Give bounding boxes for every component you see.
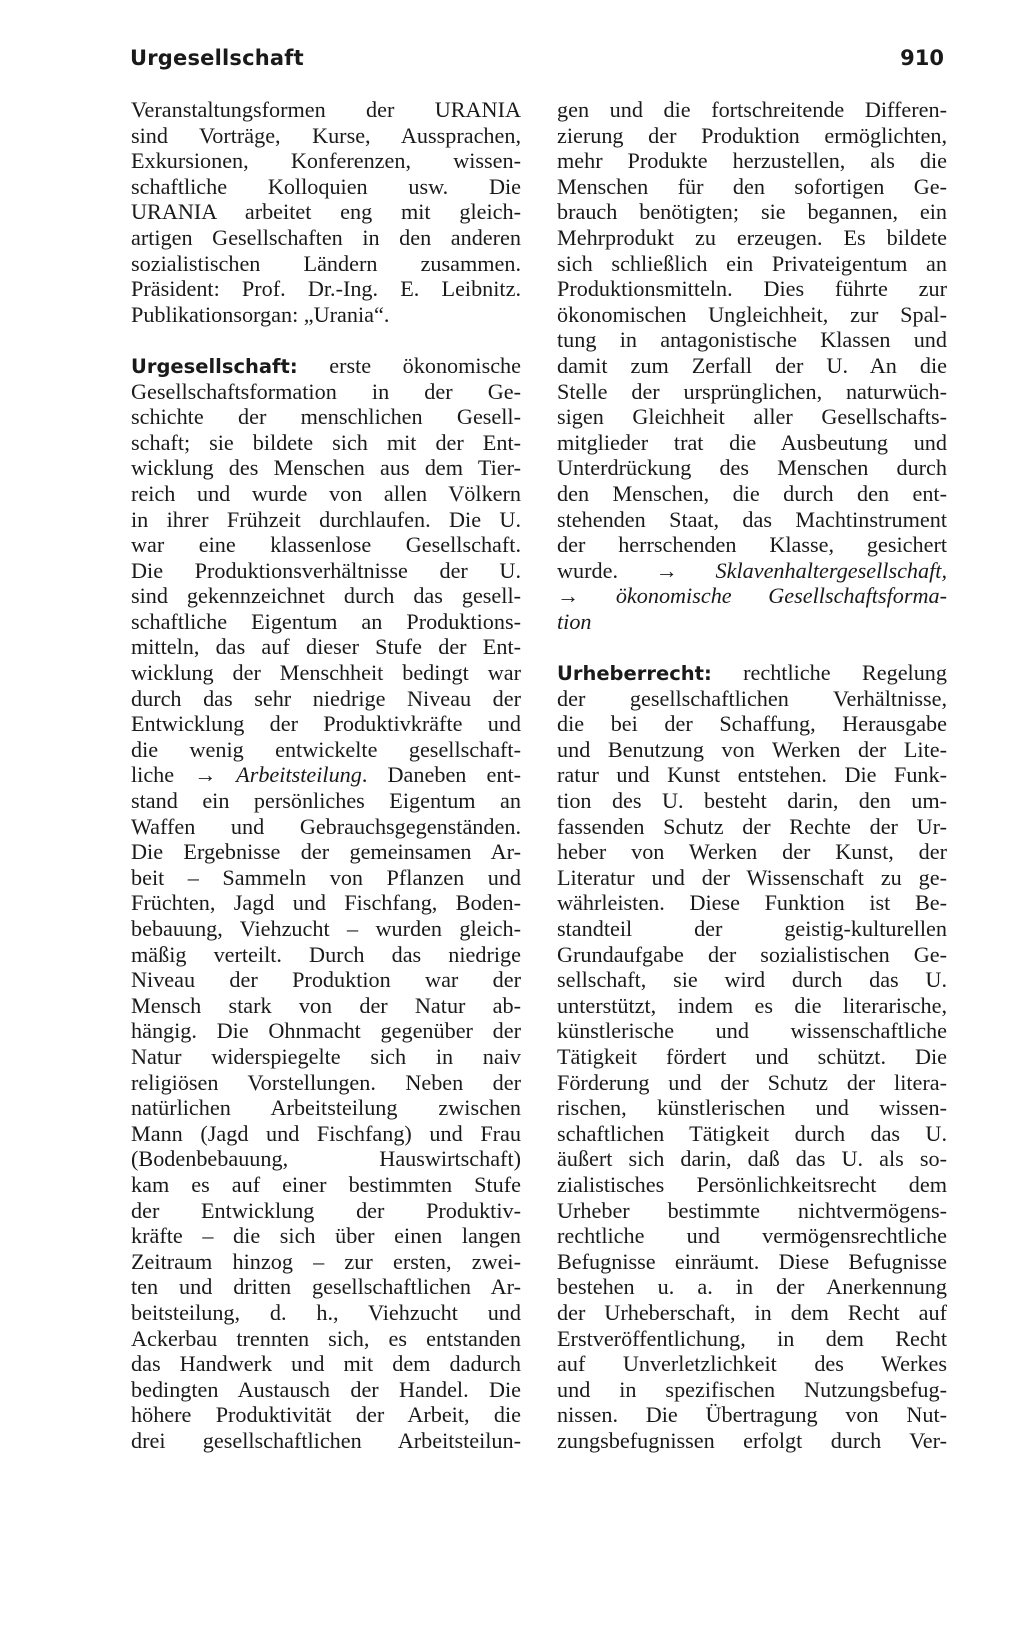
text-line: ten und dritten gesellschaftlichen Ar- <box>131 1274 521 1300</box>
text-line: ratur und Kunst entstehen. Die Funk- <box>557 762 947 788</box>
text-line: unterstützt, indem es die literarische, <box>557 992 947 1018</box>
text-line: Menschen für den sofortigen Ge- <box>557 173 947 199</box>
text-line: schaftlichen Tätigkeit durch das U. <box>557 1120 947 1146</box>
text-line: Produktionsmitteln. Dies führte zur <box>557 276 947 302</box>
text-line: und in spezifischen Nutzungsbefug- <box>557 1376 947 1402</box>
text-line: bedingten Austausch der Handel. Die <box>131 1376 521 1402</box>
text-line: der gesellschaftlichen Verhältnisse, <box>557 685 947 711</box>
text-line: Förderung und der Schutz der litera- <box>557 1069 947 1095</box>
text-line: religiösen Vorstellungen. Neben der <box>131 1069 521 1095</box>
text-line: war eine klassenlose Gesellschaft. <box>131 532 521 558</box>
text-line: Exkursionen, Konferenzen, wissen- <box>131 148 521 174</box>
text-line: der Entwicklung der Produktiv- <box>131 1197 521 1223</box>
text-line: wicklung der Menschheit bedingt war <box>131 660 521 686</box>
text-line: sozialistischen Ländern zusammen. <box>131 250 521 276</box>
crossref-line <box>557 583 947 609</box>
crossref-arbeitsteilung[interactable]: Arbeitsteilung <box>216 762 362 788</box>
text-line: Unterdrückung des Menschen durch <box>557 455 947 481</box>
text-line: in ihrer Frühzeit durchlaufen. Die U. <box>131 506 521 532</box>
text-line: tung in antagonistische Klassen und <box>557 327 947 353</box>
text-line: mitglieder trat die Ausbeutung und <box>557 429 947 455</box>
text-line: und Benutzung von Werken der Lite- <box>557 736 947 762</box>
text-line: Mehrprodukt zu erzeugen. Es bildete <box>557 224 947 250</box>
crossref-arrow-icon: → <box>557 583 580 609</box>
text-line: sellschaft, sie wird durch das U. <box>557 967 947 993</box>
text-line: Präsident: Prof. Dr.-Ing. E. Leibnitz. <box>131 276 521 302</box>
text-line: wicklung des Menschen aus dem Tier- <box>131 455 521 481</box>
left-column <box>131 97 521 1453</box>
text-line: mäßig verteilt. Durch das niedrige <box>131 941 521 967</box>
text-line: sind Vorträge, Kurse, Aussprachen, <box>131 122 521 148</box>
text-line: URANIA arbeitet eng mit gleich- <box>131 199 521 225</box>
text-line: Gesellschaftsformation in der Ge- <box>131 378 521 404</box>
text-line: künstlerische und wissenschaftliche <box>557 1018 947 1044</box>
page-number: 910 <box>900 46 944 70</box>
text-line: schaftliche Kolloquien usw. Die <box>131 173 521 199</box>
text-line: Zeitraum hinzog – zur ersten, zwei- <box>131 1248 521 1274</box>
text-line: Befugnisse einräumt. Diese Befugnisse <box>557 1248 947 1274</box>
text-line: Tätigkeit fördert und schützt. Die <box>557 1043 947 1069</box>
text-line: Grundaufgabe der sozialistischen Ge- <box>557 941 947 967</box>
text-line: Früchten, Jagd und Fischfang, Boden- <box>131 890 521 916</box>
text-line: Die Produktionsverhältnisse der U. <box>131 557 521 583</box>
text-line: mehr Produkte herzustellen, als die <box>557 148 947 174</box>
text-line: beitsteilung, d. h., Viehzucht und <box>131 1299 521 1325</box>
text-line: (Bodenbebauung, Hauswirtschaft) <box>131 1146 521 1172</box>
text-line: fassenden Schutz der Rechte der Ur- <box>557 813 947 839</box>
text-line: die bei der Schaffung, Herausgabe <box>557 711 947 737</box>
entry-gap <box>131 327 521 353</box>
text-line: damit zum Zerfall der U. An die <box>557 352 947 378</box>
text-line: den Menschen, die durch den ent- <box>557 480 947 506</box>
text-line: brauch benötigten; sie begannen, ein <box>557 199 947 225</box>
text-line: Ackerbau trennten sich, es entstanden <box>131 1325 521 1351</box>
text-line: artigen Gesellschaften in den anderen <box>131 224 521 250</box>
text-line: der Urheberschaft, in dem Recht auf <box>557 1299 947 1325</box>
text-line: kam es auf einer bestimmten Stufe <box>131 1171 521 1197</box>
text-line: nissen. Die Übertragung von Nut- <box>557 1402 947 1428</box>
text-line: Publikationsorgan: „Urania“. <box>131 301 390 327</box>
text-line: stand ein persönliches Eigentum an <box>131 788 521 814</box>
text-line: Stelle der ursprünglichen, naturwüch- <box>557 378 947 404</box>
text-line: bebauung, Viehzucht – wurden gleich- <box>131 916 521 941</box>
text-line: Literatur und der Wissenschaft zu ge- <box>557 864 947 890</box>
text-fragment: . Daneben ent- <box>361 762 521 788</box>
text-line: sigen Gleichheit aller Gesellschafts- <box>557 404 947 430</box>
text-line: währleisten. Diese Funktion ist Be- <box>557 890 947 916</box>
text-line: die wenig entwickelte gesellschaft- <box>131 736 521 762</box>
text-fragment: wurde. <box>557 557 656 583</box>
entry-urgesellschaft <box>131 353 521 1454</box>
text-line: Mann (Jagd und Fischfang) und Frau <box>131 1120 521 1146</box>
text-line: natürlichen Arbeitsteilung zwischen <box>131 1095 521 1121</box>
text-line: Die Ergebnisse der gemeinsamen Ar- <box>131 839 521 865</box>
text-line: Natur widerspiegelte sich in naiv <box>131 1043 521 1069</box>
crossref-line <box>557 558 947 584</box>
text-line: beit – Sammeln von Pflanzen und <box>131 864 521 890</box>
text-line: schichte der menschlichen Gesell- <box>131 404 521 430</box>
text-line: tion des U. besteht darin, den um- <box>557 788 947 814</box>
text-line: rischen, künstlerischen und wissen- <box>557 1095 947 1121</box>
text-line: rechtliche und vermögensrechtliche <box>557 1223 947 1249</box>
text-line: heber von Werken der Kunst, der <box>557 839 947 865</box>
crossref-line <box>131 762 521 788</box>
crossref-arrow-icon: → <box>194 762 217 788</box>
text-line: stehenden Staat, das Machtinstrument <box>557 506 947 532</box>
text-line: zungsbefugnissen erfolgt durch Ver- <box>557 1427 947 1453</box>
text-fragment: rechtliche Regelung <box>711 660 947 686</box>
text-line: mitteln, das auf dieser Stufe der Ent- <box>131 634 521 660</box>
text-line: hängig. Die Ohnmacht gegenüber der <box>131 1018 521 1044</box>
crossref-oekonomische-gesellschaftsformation[interactable]: ökonomische Gesellschaftsforma- <box>579 583 947 609</box>
text-line: schaft; sie bildete sich mit der Ent- <box>131 429 521 455</box>
text-line: zierung der Produktion ermöglichten, <box>557 122 947 148</box>
entry-first-line <box>557 660 947 686</box>
lemma-urgesellschaft: Urgesellschaft: <box>131 354 298 378</box>
text-line: das Handwerk und mit dem dadurch <box>131 1351 521 1377</box>
text-line: Urheber bestimmte nichtvermögens- <box>557 1197 947 1223</box>
text-line: Niveau der Produktion war der <box>131 967 521 993</box>
text-fragment: erste ökonomische <box>297 352 521 378</box>
text-line: der herrschenden Klasse, gesichert <box>557 532 947 558</box>
right-column <box>557 97 947 1453</box>
text-line: schaftliche Eigentum an Produktions- <box>131 608 521 634</box>
text-line: höhere Produktivität der Arbeit, die <box>131 1402 521 1428</box>
entry-urheberrecht <box>557 660 947 1453</box>
text-line: kräfte – die sich über einen langen <box>131 1223 521 1249</box>
text-line: äußert sich darin, daß das U. als so- <box>557 1146 947 1172</box>
text-line: reich und wurde von allen Völkern <box>131 480 521 506</box>
text-line: Entwicklung der Produktivkräfte und <box>131 711 521 737</box>
lemma-urheberrecht: Urheberrecht: <box>557 662 712 686</box>
text-fragment: liche <box>131 762 195 788</box>
text-line: sind gekennzeichnet durch das gesell- <box>131 583 521 609</box>
text-line: zialistisches Persönlichkeitsrecht dem <box>557 1171 947 1197</box>
entry-urgesellschaft-continuation <box>557 97 947 634</box>
text-line: Veranstaltungsformen der URANIA <box>131 97 521 122</box>
text-line: Mensch stark von der Natur ab- <box>131 992 521 1018</box>
crossref-arrow-icon: → <box>655 557 678 583</box>
text-line: sich schließlich ein Privateigentum an <box>557 250 947 276</box>
text-line: Waffen und Gebrauchsgegenständen. <box>131 813 521 839</box>
text-line: drei gesellschaftlichen Arbeitsteilun- <box>131 1427 521 1453</box>
entry-first-line <box>131 353 521 379</box>
text-line: Erstveröffentlichung, in dem Recht <box>557 1325 947 1351</box>
text-line: gen und die fortschreitende Differen- <box>557 97 947 122</box>
running-head: Urgesellschaft <box>130 46 304 70</box>
crossref-oekonomische-gesellschaftsformation-end[interactable]: tion <box>557 608 592 634</box>
text-line: auf Unverletzlichkeit des Werkes <box>557 1351 947 1377</box>
text-line: durch das sehr niedrige Niveau der <box>131 685 521 711</box>
text-line: standteil der geistig-kulturellen <box>557 916 947 941</box>
entry-urania-continuation <box>131 97 521 327</box>
entry-gap <box>557 634 947 660</box>
text-line: bestehen u. a. in der Anerkennung <box>557 1274 947 1300</box>
crossref-sklavenhaltergesellschaft[interactable]: Sklavenhaltergesellschaft, <box>677 557 947 583</box>
text-line: ökonomischen Ungleichheit, zur Spal- <box>557 301 947 327</box>
